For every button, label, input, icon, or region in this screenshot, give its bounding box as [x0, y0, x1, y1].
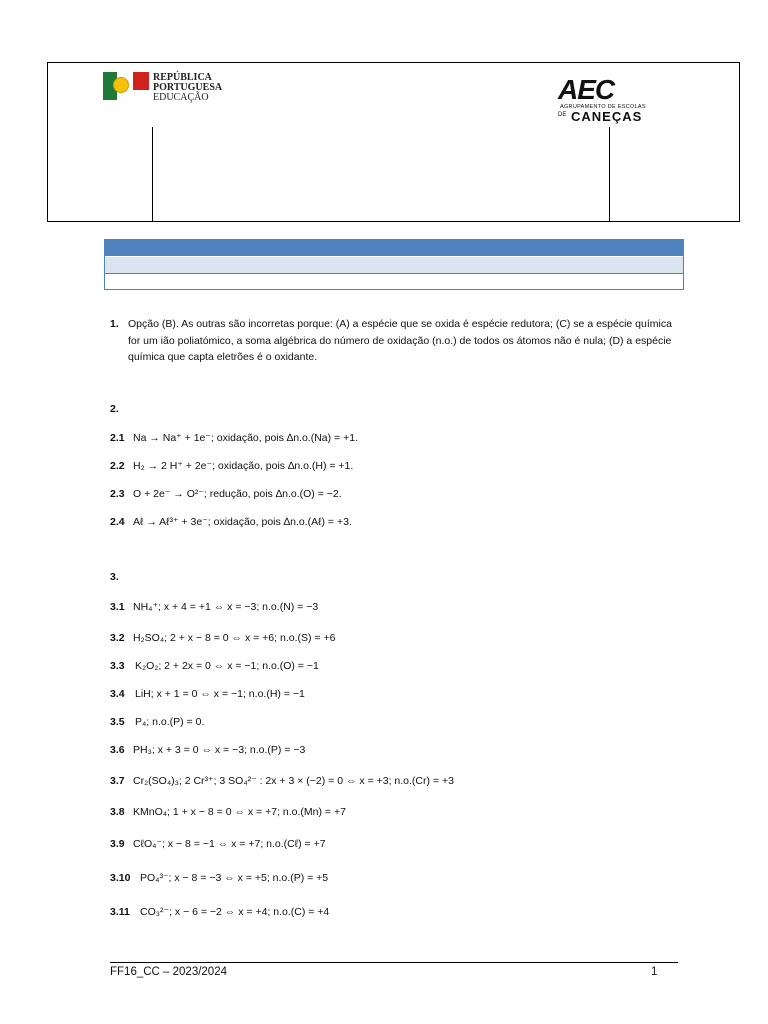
footer-rule — [110, 962, 678, 963]
title-box — [104, 239, 684, 290]
item-text: PH₃; x + 3 = 0 ⇔ x = −3; n.o.(P) = −3 — [133, 744, 306, 756]
republica-logo-text: REPÚBLICA PORTUGUESA EDUCAÇÃO — [153, 72, 223, 103]
item-number: 3.3 — [110, 660, 125, 672]
item-number: 3.9 — [110, 838, 125, 850]
item-text: CO₃²⁻; x − 6 = −2 ⇔ x = +4; n.o.(C) = +4 — [140, 906, 330, 918]
header-divider-right — [609, 127, 610, 221]
school-logo-mark: AEC — [558, 74, 615, 105]
school-logo-de: DE — [558, 112, 567, 118]
question-1-text: Opção (B). As outras são incorretas porque: (A) a espécie que se oxida é espécie redutora; (C) se a espécie química for um ião poliatómico, a soma algébrica do número de oxidação (n.o.) de todos os átomos não é nula; (D) a espécie química que capta eletrões é o oxidante. — [128, 318, 672, 363]
item-number: 2.1 — [110, 432, 125, 444]
item-number: 2.2 — [110, 460, 125, 472]
question-1 — [110, 316, 680, 366]
item-number: 3.5 — [110, 716, 125, 728]
title-band — [105, 257, 683, 274]
item-text: Aℓ → Aℓ³⁺ + 3e⁻; oxidação, pois ∆n.o.(Aℓ) = +3. — [133, 516, 352, 528]
item-text: Na → Na⁺ + 1e⁻; oxidação, pois ∆n.o.(Na) = +1. — [133, 432, 358, 444]
item-text: Cr₂(SO₄)₃; 2 Cr³⁺; 3 SO₄²⁻ : 2x + 3 × (−2) = 0 ⇔ x = +3; n.o.(Cr) = +3 — [133, 775, 454, 787]
item-number: 3.4 — [110, 688, 125, 700]
item-text: NH₄⁺; x + 4 = +1 ⇔ x = −3; n.o.(N) = −3 — [133, 601, 319, 613]
question-number: 1. — [110, 318, 119, 330]
title-bar — [105, 240, 683, 256]
republica-portuguesa-logo — [103, 72, 233, 112]
item-text: P₄; n.o.(P) = 0. — [135, 716, 205, 728]
item-text: H₂SO₄; 2 + x − 8 = 0 ⇔ x = +6; n.o.(S) = +6 — [133, 632, 336, 644]
flag-red-shape — [133, 72, 149, 90]
page-number: 1 — [651, 966, 658, 978]
school-logo-subtitle: AGRUPAMENTO DE ESCOLAS — [560, 104, 646, 110]
item-number: 2.4 — [110, 516, 125, 528]
item-number: 3.2 — [110, 632, 125, 644]
question-number: 2. — [110, 403, 119, 415]
item-text: H₂ → 2 H⁺ + 2e⁻; oxidação, pois ∆n.o.(H) = +1. — [133, 460, 354, 472]
flag-sphere-shape — [113, 77, 129, 93]
item-number: 3.10 — [110, 872, 131, 884]
header-divider-left — [152, 127, 153, 221]
item-number: 3.8 — [110, 806, 125, 818]
item-number: 3.11 — [110, 906, 130, 918]
header-box — [47, 62, 740, 222]
item-text: PO₄³⁻; x − 8 = −3 ⇔ x = +5; n.o.(P) = +5 — [140, 872, 329, 884]
school-logo-name: CANEÇAS — [571, 109, 643, 124]
footer-doc-code: FF16_CC – 2023/2024 — [110, 966, 227, 978]
item-number: 3.1 — [110, 601, 125, 613]
school-logo — [558, 74, 668, 125]
item-text: K₂O₂; 2 + 2x = 0 ⇔ x = −1; n.o.(O) = −1 — [135, 660, 319, 672]
item-number: 3.6 — [110, 744, 125, 756]
item-number: 2.3 — [110, 488, 125, 500]
item-text: CℓO₄⁻; x − 8 = −1 ⇔ x = +7; n.o.(Cℓ) = +7 — [133, 838, 326, 850]
item-text: O + 2e⁻ → O²⁻; redução, pois ∆n.o.(O) = −2. — [133, 488, 342, 500]
item-text: KMnO₄; 1 + x − 8 = 0 ⇔ x = +7; n.o.(Mn) = +7 — [133, 806, 346, 818]
item-text: LiH; x + 1 = 0 ⇔ x = −1; n.o.(H) = −1 — [135, 688, 305, 700]
item-number: 3.7 — [110, 775, 125, 787]
question-number: 3. — [110, 571, 119, 583]
